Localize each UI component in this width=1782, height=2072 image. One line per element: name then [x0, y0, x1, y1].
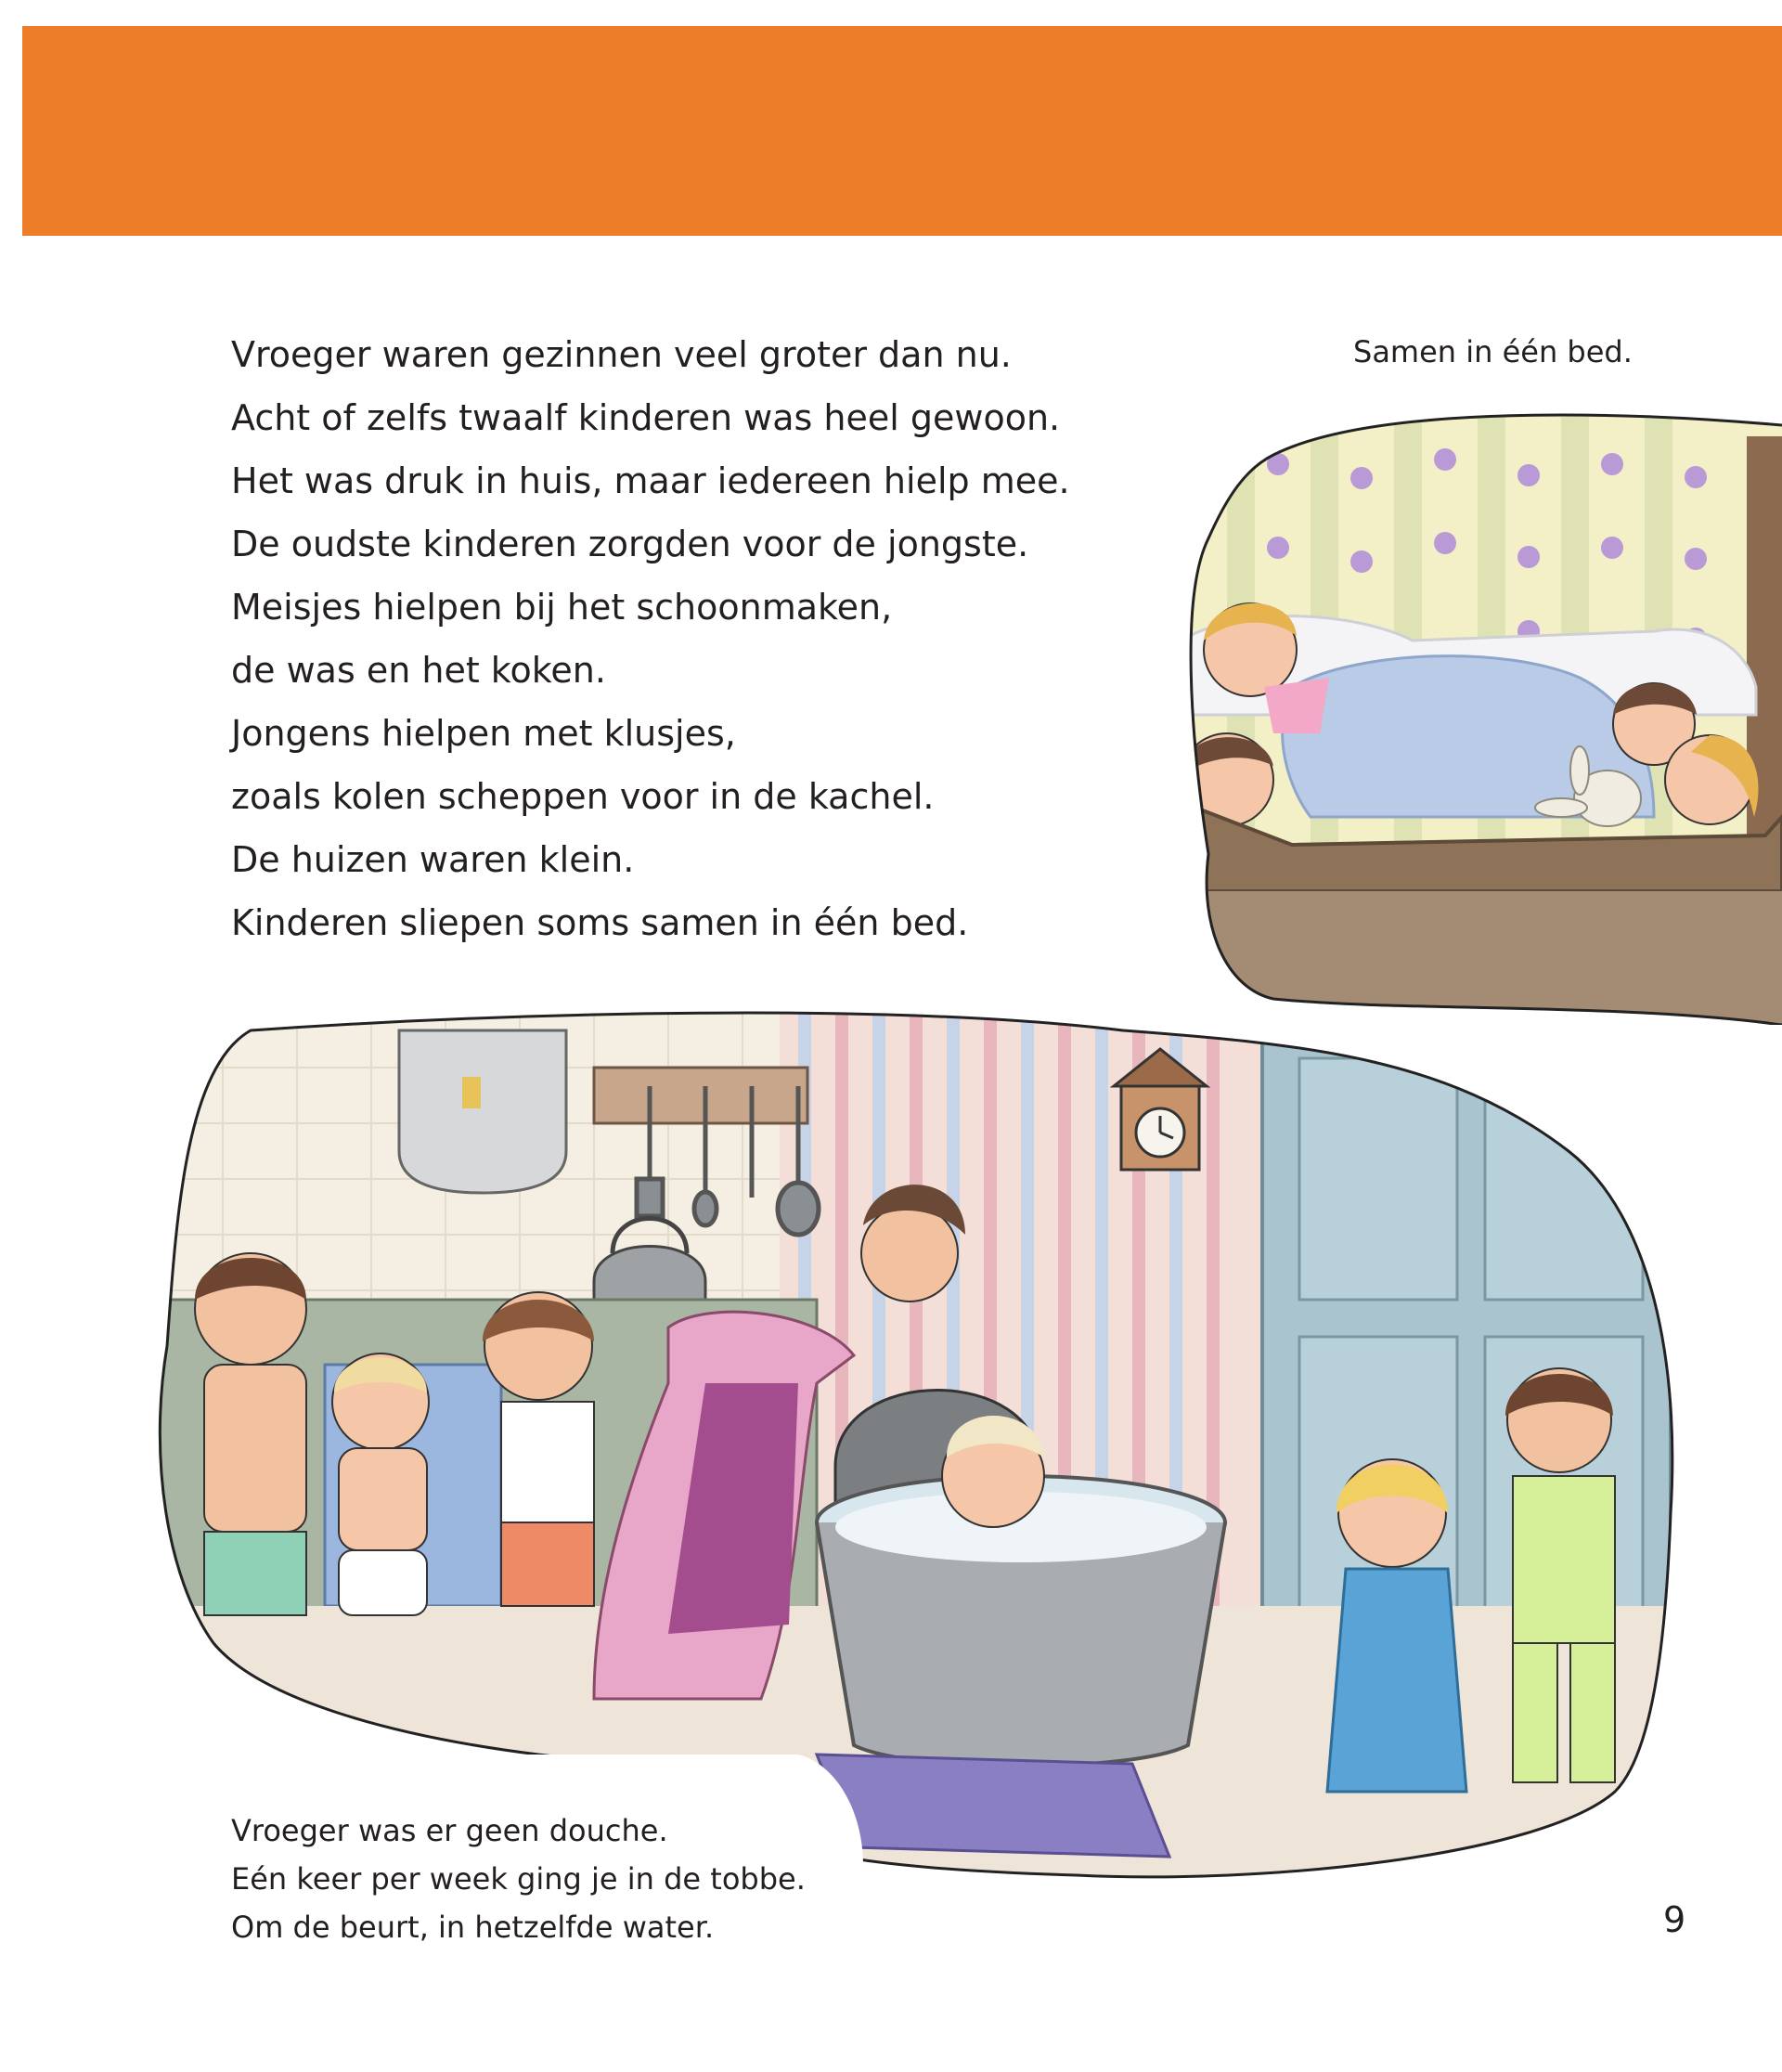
- bed-illustration: [1171, 408, 1782, 1025]
- main-text-line: Het was druk in huis, maar iedereen hielp mee.: [231, 460, 1070, 501]
- main-text-line: De oudste kinderen zorgden voor de jongste.: [231, 524, 1029, 564]
- standing-child: [332, 1353, 429, 1615]
- water-heater: [399, 1030, 566, 1193]
- main-text-line: Meisjes hielpen bij het schoonmaken,: [231, 587, 893, 628]
- main-text-line: Kinderen sliepen soms samen in één bed.: [231, 902, 969, 943]
- bath-caption-line: Eén keer per week ging je in de tobbe.: [231, 1861, 806, 1897]
- main-text-line: De huizen waren klein.: [231, 839, 635, 880]
- main-text-line: Acht of zelfs twaalf kinderen was heel gewoon.: [231, 397, 1061, 438]
- main-text-line: de was en het koken.: [231, 650, 606, 691]
- header-banner: [22, 26, 1782, 236]
- child-in-tub: [942, 1416, 1044, 1527]
- bath-caption-line: Om de beurt, in hetzelfde water.: [231, 1910, 715, 1945]
- bath-caption: [231, 1807, 806, 1951]
- standing-child: [195, 1253, 306, 1615]
- main-text-line: Jongens hielpen met klusjes,: [231, 713, 736, 754]
- utensil-rack: [594, 1068, 807, 1123]
- bath-caption-line: Vroeger was er geen douche.: [231, 1813, 668, 1848]
- standing-child: [1327, 1459, 1466, 1792]
- main-text-line: zoals kolen scheppen voor in de kachel.: [231, 776, 935, 817]
- bath-illustration: [148, 993, 1689, 1884]
- main-text: [231, 323, 1070, 954]
- main-text-line: Vroeger waren gezinnen veel groter dan nu.: [231, 334, 1012, 375]
- page-number: 9: [1663, 1899, 1686, 1940]
- bed-caption: Samen in één bed.: [1353, 334, 1633, 369]
